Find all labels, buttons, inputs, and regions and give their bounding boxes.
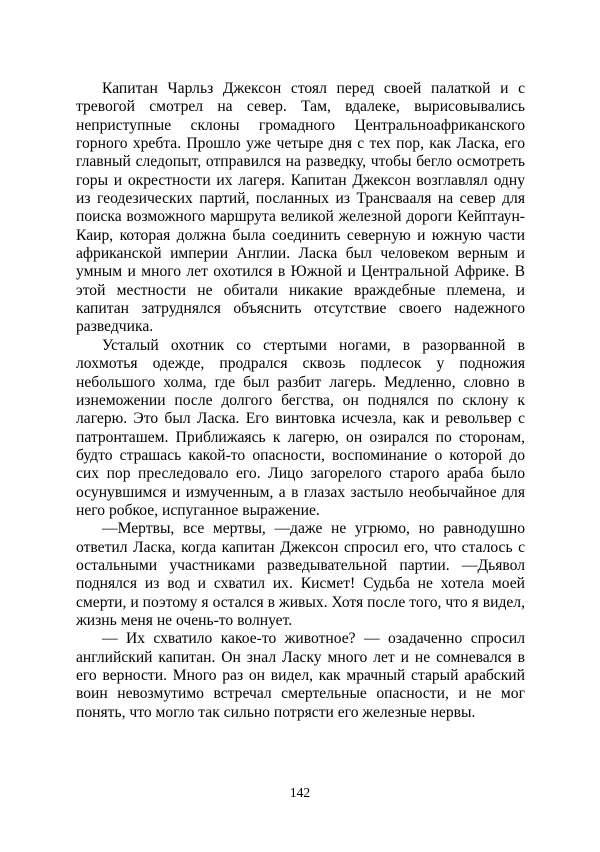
paragraph: —Мертвы, все мертвы, —даже не угрюмо, но равнодушно ответил Ласка, когда капитан Джексон спросил его, что сталось с остальными участниками разведывательной партии. —Дьявол поднялся из вод и схватил их. Кисмет! Судьба не хотела моей смерти, и поэтому я остался в живых. Хотя после того, что я видел, жизнь меня не очень-то волнует. xyxy=(76,520,525,629)
paragraph: Усталый охотник со стертыми ногами, в разорванной в лохмотья одежде, продрался сквозь подлесок у подножия небольшого холма, где был разбит лагерь. Медленно, словно в изнеможении после долгого бегства, он поднялся по склону к лагерю. Это был Ласка. Его винтовка исчезла, как и револьвер с патронташем. Приближаясь к лагерю, он озирался по сторонам, будто страшась какой-то опасности, воспоминание о которой до сих пор преследовало его. Лицо загорелого старого араба было осунувшимся и измученным, а в глазах застыло необычайное для него робкое, испуганное выражение. xyxy=(76,336,525,519)
page-number: 142 xyxy=(289,785,311,800)
paragraph: — Их схватило какое-то животное? — озадаченно спросил английский капитан. Он знал Ласку много лет и не сомневался в его верности. Много раз он видел, как мрачный старый арабский воин невозмутимо встречал смертельные опасности, и не мог понять, что могло так сильно потрясти его железные нервы. xyxy=(76,630,525,721)
page-text-column xyxy=(76,80,525,722)
paragraph: Капитан Чарльз Джексон стоял перед своей палаткой и с тревогой смотрел на север. Там, вдалеке, вырисовывались неприступные склоны громадного Центральноафриканского горного хребта. Прошло уже четыре дня с тех пор, как Ласка, его главный следопыт, отправился на разведку, чтобы бегло осмотреть горы и окрестности их лагеря. Капитан Джексон возглавлял одну из геодезических партий, посланных из Трансвааля на север для поиска возможного маршрута великой железной дороги Кейптаун-Каир, которая должна была соединить северную и южную части африканской империи Англии. Ласка был человеком верным и умным и много лет охотился в Южной и Центральной Африке. В этой местности не обитали никакие враждебные племена, и капитан затруднялся объяснить отсутствие своего надежного разведчика. xyxy=(76,80,525,336)
